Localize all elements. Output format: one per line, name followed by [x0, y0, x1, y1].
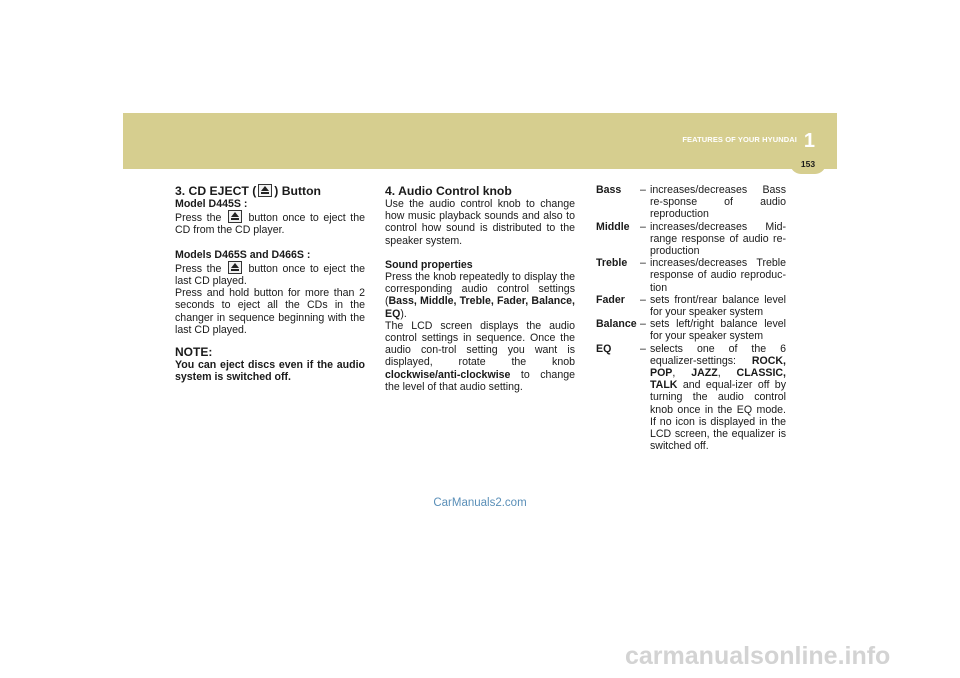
- audio-settings-list: [596, 184, 786, 452]
- setting-desc: sets front/rear balance level for your speaker system: [650, 293, 786, 319]
- setting-dash: –: [640, 257, 646, 270]
- page-number: 153: [800, 159, 816, 169]
- eject-icon: [258, 184, 272, 197]
- page-number-tab: [790, 152, 826, 174]
- setting-desc: increases/decreases Mid-range response of audio re-production: [650, 220, 786, 258]
- model-d445s-label: Model D445S :: [175, 198, 248, 210]
- cd-eject-section: [175, 184, 365, 383]
- cd-eject-heading: 3. CD EJECT ( ) Button: [175, 184, 321, 198]
- setting-row-bass: [596, 184, 786, 221]
- model-d445s-text: Press the button once to eject the CD from the CD player.: [175, 212, 365, 237]
- audio-control-section: [385, 184, 575, 393]
- setting-name: Fader: [596, 293, 625, 306]
- note-heading: NOTE:: [175, 345, 213, 360]
- setting-desc: sets left/right balance level for your speaker system: [650, 318, 786, 343]
- chapter-number: 1: [803, 130, 815, 152]
- chapter-title: FEATURES OF YOUR HYUNDAI: [682, 135, 797, 144]
- carmanuals2-watermark[interactable]: CarManuals2.com: [433, 497, 527, 509]
- note-text: You can eject discs even if the audio system is switched off.: [175, 359, 365, 384]
- setting-dash: –: [640, 342, 646, 355]
- setting-name: Bass: [596, 184, 622, 196]
- audio-control-intro: Use the audio control knob to change how music playback sounds and also to control how sound is distributed to the speaker system.: [385, 198, 575, 247]
- header-band: [123, 113, 837, 169]
- setting-row-fader: [596, 294, 786, 318]
- setting-row-eq: [596, 343, 786, 453]
- model-d465s-label: Models D465S and D466S :: [175, 248, 311, 261]
- setting-dash: –: [640, 220, 646, 233]
- carmanualsonline-watermark: carmanualsonline.info: [625, 642, 891, 670]
- sound-properties-text: Press the knob repeatedly to display the corresponding audio control settings (Bass, Middle, Treble, Fader, Balance, EQ).: [385, 271, 575, 320]
- setting-dash: –: [640, 318, 646, 331]
- setting-dash: –: [640, 184, 646, 196]
- model-d465s-text: Press the button once to eject the last CD played.: [175, 262, 365, 288]
- audio-control-heading: 4. Audio Control knob: [385, 184, 512, 198]
- model-d465s-hold-text: Press and hold button for more than 2 seconds to eject all the CDs in the changer in sequence beginning with the last CD played.: [175, 287, 365, 336]
- setting-row-middle: [596, 221, 786, 258]
- eject-icon: [228, 210, 242, 223]
- setting-row-balance: [596, 318, 786, 342]
- setting-desc: increases/decreases Bass re-sponse of audio reproduction: [650, 184, 786, 221]
- lcd-text: The LCD screen displays the audio control settings in sequence. Once the audio con-trol setting you want is displayed, rotate the knob clockwise/anti-clockwise to change the level of that audio setting.: [385, 319, 575, 393]
- setting-name: Balance: [596, 318, 637, 331]
- setting-row-treble: [596, 257, 786, 294]
- sound-properties-heading: Sound properties: [385, 258, 473, 271]
- setting-name: Middle: [596, 220, 630, 233]
- setting-name: Treble: [596, 257, 628, 270]
- setting-name: EQ: [596, 342, 612, 355]
- eject-icon: [228, 261, 242, 274]
- setting-dash: –: [640, 293, 646, 306]
- setting-desc: selects one of the 6 equalizer-settings: ROCK, POP, JAZZ, CLASSIC, TALK and equal-izer off by turning the audio control knob once in the EQ mode. If no icon is displayed in the LCD screen, the equalizer is switched off.: [650, 342, 786, 453]
- setting-desc: increases/decreases Treble response of audio reproduc-tion: [650, 257, 786, 294]
